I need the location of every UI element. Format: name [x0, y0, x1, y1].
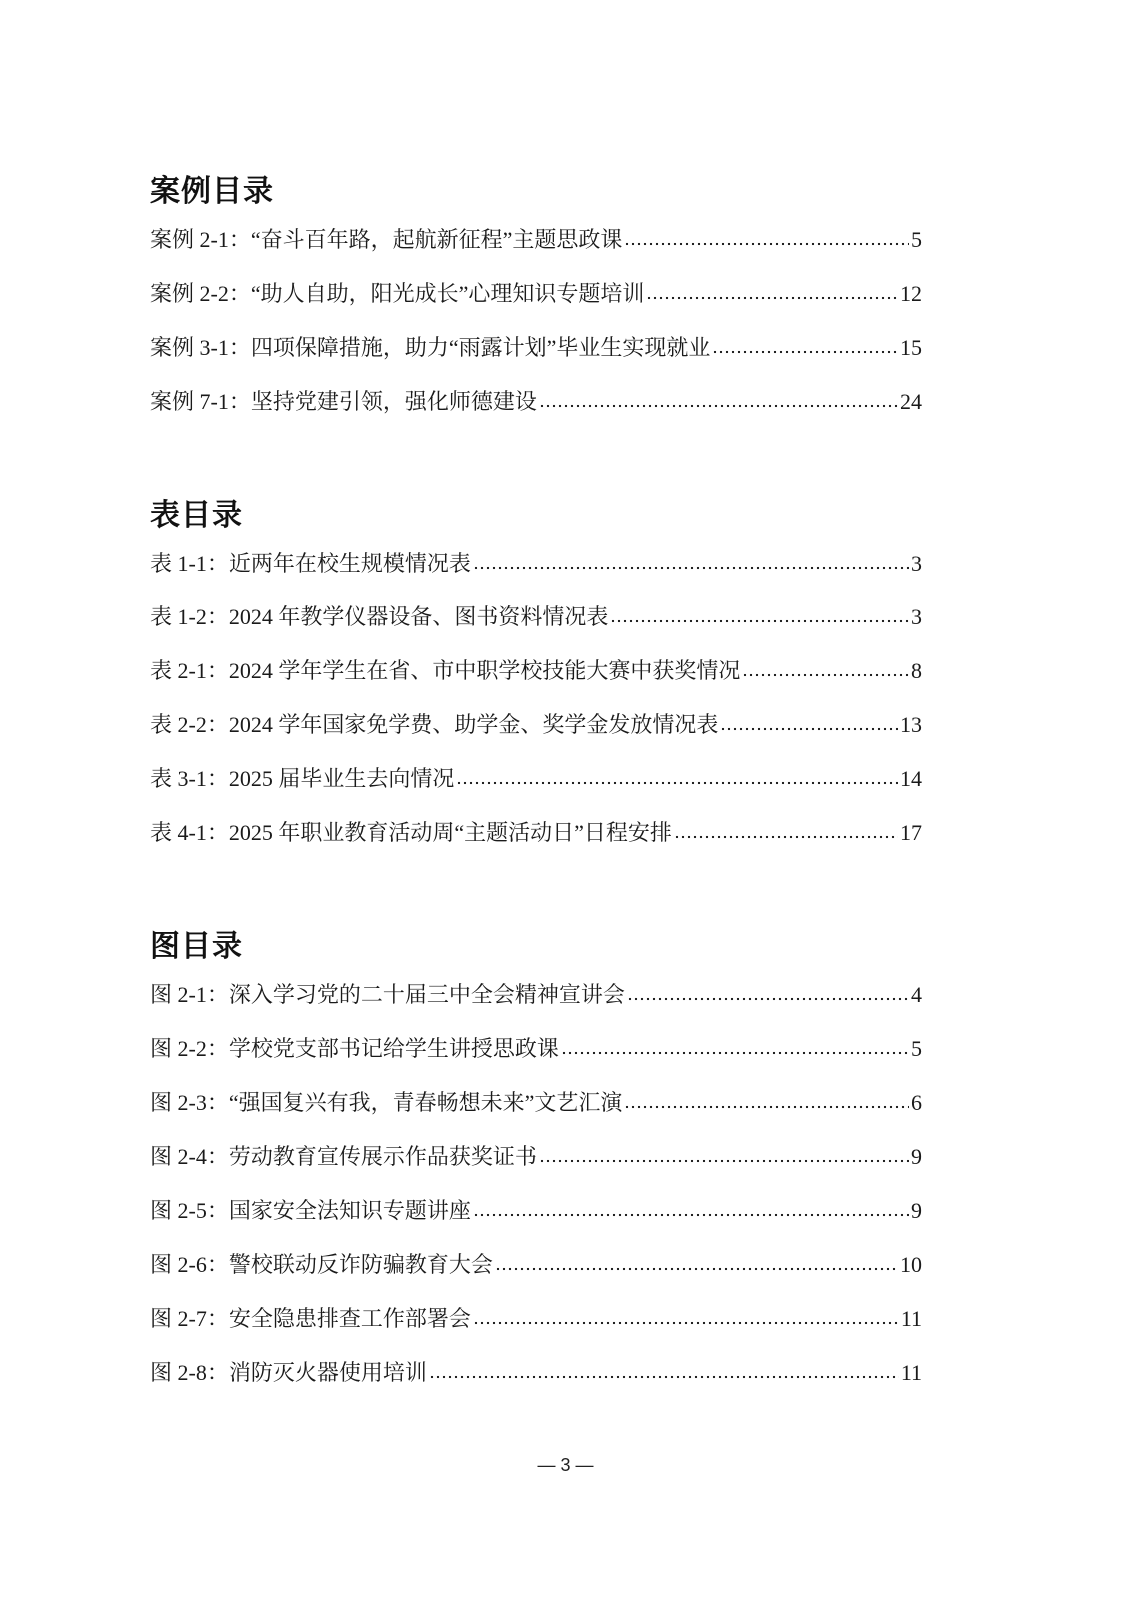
- dot-leader: [561, 1049, 909, 1057]
- entry-page-number: 8: [911, 658, 922, 683]
- entry-page-number: 9: [911, 1144, 922, 1169]
- toc-entry[interactable]: [150, 816, 922, 850]
- toc-entry[interactable]: [150, 385, 922, 419]
- entry-page-number: 11: [900, 1360, 922, 1385]
- entry-title: 国家安全法知识专题讲座: [228, 1198, 471, 1223]
- toc-entry[interactable]: [150, 1302, 922, 1336]
- entry-title: 安全隐患排查工作部署会: [228, 1306, 471, 1331]
- entry-label: 图 2-8：: [150, 1360, 229, 1385]
- entry-label: 图 2-1：: [150, 982, 229, 1007]
- entry-title: 2024 学年国家免学费、助学金、奖学金发放情况表: [228, 712, 719, 737]
- entry-label: 图 2-6：: [150, 1252, 229, 1277]
- entry-page-number: 5: [911, 227, 922, 252]
- dot-leader: [473, 564, 909, 572]
- toc-entry[interactable]: [150, 1086, 922, 1120]
- dot-leader: [720, 725, 898, 733]
- entry-label: 案例 3-1：: [150, 335, 251, 360]
- toc-entry[interactable]: [150, 978, 922, 1012]
- entry-page-number: 12: [900, 281, 922, 306]
- entry-title: 2025 年职业教育活动周“主题活动日”日程安排: [228, 820, 672, 845]
- dot-leader: [646, 294, 898, 302]
- toc-entry[interactable]: [150, 1140, 922, 1174]
- entry-title: “奋斗百年路，起航新征程”主题思政课: [250, 227, 623, 252]
- entry-page-number: 14: [900, 766, 922, 791]
- toc-entry[interactable]: [150, 1356, 922, 1390]
- dot-leader: [473, 1211, 909, 1219]
- entry-title: 劳动教育宣传展示作品获奖证书: [228, 1144, 537, 1169]
- toc-entry[interactable]: [150, 223, 922, 257]
- dot-leader: [712, 348, 898, 356]
- toc-entry[interactable]: [150, 708, 922, 742]
- entry-title: 四项保障措施，助力“雨露计划”毕业生实现就业: [250, 335, 711, 360]
- page-number-footer: — 3 —: [537, 1455, 594, 1475]
- entry-title: 坚持党建引领，强化师德建设: [250, 389, 537, 414]
- entry-title: 深入学习党的二十届三中全会精神宣讲会: [228, 982, 625, 1007]
- dot-leader: [429, 1373, 899, 1381]
- entry-label: 表 1-2：: [150, 604, 229, 629]
- entry-title: “强国复兴有我，青春畅想未来”文艺汇演: [228, 1090, 623, 1115]
- dot-leader: [742, 671, 909, 679]
- dot-leader: [627, 995, 909, 1003]
- entry-label: 案例 2-1：: [150, 227, 251, 252]
- dot-leader: [473, 1319, 899, 1327]
- dot-leader: [539, 1157, 909, 1165]
- entry-label: 表 4-1：: [150, 820, 229, 845]
- toc-entry[interactable]: [150, 1248, 922, 1282]
- entry-page-number: 13: [900, 712, 922, 737]
- section-title-tables: 表目录: [150, 499, 243, 532]
- entry-label: 案例 2-2：: [150, 281, 251, 306]
- dot-leader: [495, 1265, 898, 1273]
- toc-entry[interactable]: [150, 654, 922, 688]
- entry-page-number: 11: [900, 1306, 922, 1331]
- entry-label: 表 2-2：: [150, 712, 229, 737]
- entry-page-number: 15: [900, 335, 922, 360]
- entry-page-number: 6: [911, 1090, 922, 1115]
- entry-title: “助人自助，阳光成长”心理知识专题培训: [250, 281, 645, 306]
- entry-title: 2024 学年学生在省、市中职学校技能大赛中获奖情况: [228, 658, 741, 683]
- toc-entry[interactable]: [150, 277, 922, 311]
- toc-entry[interactable]: [150, 1194, 922, 1228]
- dot-leader: [674, 833, 898, 841]
- toc-entry[interactable]: [150, 331, 922, 365]
- entry-page-number: 3: [911, 604, 922, 629]
- toc-entry[interactable]: [150, 600, 922, 634]
- entry-label: 案例 7-1：: [150, 389, 251, 414]
- entry-page-number: 9: [911, 1198, 922, 1223]
- entry-label: 图 2-4：: [150, 1144, 229, 1169]
- entry-label: 表 2-1：: [150, 658, 229, 683]
- section-title-cases: 案例目录: [150, 175, 274, 208]
- entry-label: 图 2-3：: [150, 1090, 229, 1115]
- dot-leader: [624, 1103, 909, 1111]
- entry-page-number: 10: [900, 1252, 922, 1277]
- entry-label: 图 2-2：: [150, 1036, 229, 1061]
- toc-entry[interactable]: [150, 1032, 922, 1066]
- entry-label: 表 1-1：: [150, 551, 229, 576]
- toc-entry[interactable]: [150, 762, 922, 796]
- entry-label: 表 3-1：: [150, 766, 229, 791]
- dot-leader: [539, 402, 898, 410]
- entry-label: 图 2-5：: [150, 1198, 229, 1223]
- entry-page-number: 17: [900, 820, 922, 845]
- toc-entry[interactable]: [150, 547, 922, 581]
- entry-page-number: 24: [900, 389, 922, 414]
- dot-leader: [624, 240, 909, 248]
- dot-leader: [456, 779, 898, 787]
- entry-label: 图 2-7：: [150, 1306, 229, 1331]
- section-title-figures: 图目录: [150, 930, 243, 963]
- entry-title: 2024 年教学仪器设备、图书资料情况表: [228, 604, 609, 629]
- entry-title: 警校联动反诈防骗教育大会: [228, 1252, 493, 1277]
- entry-title: 近两年在校生规模情况表: [228, 551, 471, 576]
- entry-title: 消防灭火器使用培训: [228, 1360, 427, 1385]
- entry-page-number: 5: [911, 1036, 922, 1061]
- entry-page-number: 3: [911, 551, 922, 576]
- dot-leader: [610, 617, 909, 625]
- entry-title: 2025 届毕业生去向情况: [228, 766, 455, 791]
- entry-page-number: 4: [911, 982, 922, 1007]
- entry-title: 学校党支部书记给学生讲授思政课: [228, 1036, 559, 1061]
